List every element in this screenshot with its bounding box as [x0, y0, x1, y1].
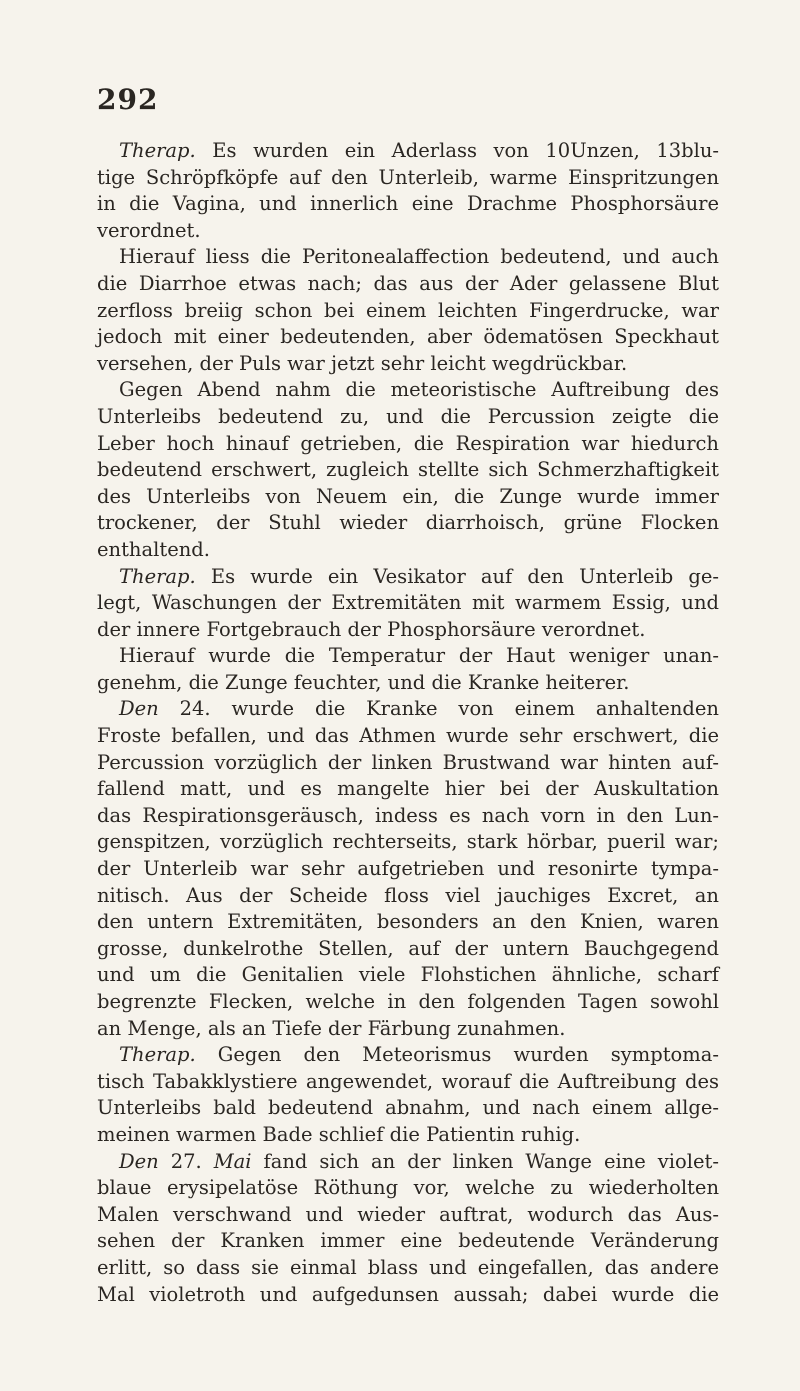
text-line [97, 909, 719, 936]
text-line [97, 723, 719, 750]
text-span: der innere Fortgebrauch der Phosphorsäure verordnet. [97, 617, 646, 641]
text-span: 27. [158, 1149, 214, 1173]
text-span: und um die Genitalien viele Flohstichen ähnliche, scharf [97, 963, 719, 987]
text-span: das Respirationsgeräusch, indess es nach vorn in den Lun- [97, 803, 719, 827]
text-span: Hierauf wurde die Temperatur der Haut weniger unan- [119, 644, 719, 668]
text-span: fallend matt, und es mangelte hier bei der Auskultation [97, 777, 719, 801]
text-span: tige Schröpfköpfe auf den Unterleib, warme Einspritzungen [97, 165, 719, 189]
page-number: 292 [97, 83, 159, 116]
text-span: 24. wurde die Kranke von einem anhaltenden [158, 697, 719, 721]
text-span: nitisch. Aus der Scheide floss viel jauchiges Excret, an [97, 883, 719, 907]
text-line [97, 1122, 719, 1149]
text-line [97, 324, 719, 351]
text-line [97, 803, 719, 830]
italic-text: Therap. [119, 139, 196, 162]
text-line [97, 484, 719, 511]
text-span: tisch Tabakklystiere angewendet, worauf die Auftreibung des [97, 1069, 719, 1093]
text-span: Gegen den Meteorismus wurden symptoma- [195, 1043, 719, 1067]
text-line [97, 298, 719, 325]
text-line [97, 165, 719, 192]
text-span: legt, Waschungen der Extremitäten mit warmem Essig, und [97, 591, 719, 615]
text-span: Es wurde ein Vesikator auf den Unterleib ge- [195, 564, 719, 588]
text-span: Unterleibs bald bedeutend abnahm, und nach einem allge- [97, 1096, 719, 1120]
text-line [97, 776, 719, 803]
text-span: Froste befallen, und das Athmen wurde sehr erschwert, die [97, 724, 719, 748]
text-span: verordnet. [97, 218, 201, 242]
body-text [97, 138, 719, 1308]
text-line [97, 1042, 719, 1069]
italic-text: Therap. [119, 1043, 196, 1067]
text-span: die Diarrhoe etwas nach; das aus der Ader gelassene Blut [97, 271, 719, 295]
text-span: meinen warmen Bade schlief die Patientin ruhig. [97, 1122, 581, 1146]
text-span: erlitt, so dass sie einmal blass und eingefallen, das andere [97, 1255, 719, 1279]
text-span: Es wurden ein Aderlass von 10Unzen, 13blu- [195, 139, 719, 162]
text-line [97, 670, 719, 697]
text-span: der Unterleib war sehr aufgetrieben und resonirte tympa- [97, 857, 719, 881]
text-span: Malen verschwand und wieder auftrat, wodurch das Aus- [97, 1202, 719, 1226]
text-line [97, 829, 719, 856]
text-span: fand sich an der linken Wange eine violet- [251, 1149, 719, 1173]
text-line [97, 883, 719, 910]
text-line [97, 1202, 719, 1229]
text-span: Leber hoch hinauf getrieben, die Respiration war hiedurch [97, 431, 719, 455]
text-span: genehm, die Zunge feuchter, und die Kranke heiterer. [97, 670, 630, 694]
text-span: trockener, der Stuhl wieder diarrhoisch, grüne Flocken [97, 511, 719, 535]
text-line [97, 1095, 719, 1122]
text-span: des Unterleibs von Neuem ein, die Zunge wurde immer [97, 484, 719, 508]
italic-text: Therap. [119, 564, 196, 588]
italic-text: Den [119, 697, 159, 721]
text-line [97, 404, 719, 431]
text-line [97, 617, 719, 644]
text-line [97, 510, 719, 537]
text-span: grosse, dunkelrothe Stellen, auf der untern Bauchgegend [97, 936, 719, 960]
text-line [97, 590, 719, 617]
text-span: zerfloss breiig schon bei einem leichten Fingerdrucke, war [97, 298, 719, 322]
text-span: sehen der Kranken immer eine bedeutende Veränderung [97, 1229, 719, 1253]
text-line [97, 750, 719, 777]
text-line [97, 1255, 719, 1282]
text-span: Hierauf liess die Peritonealaffection bedeutend, und auch [119, 245, 719, 269]
text-line [97, 1149, 719, 1176]
text-span: blaue erysipelatöse Röthung vor, welche zu wiederholten [97, 1176, 719, 1200]
text-span: den untern Extremitäten, besonders an den Knien, waren [97, 910, 719, 934]
italic-text: Mai [213, 1149, 252, 1173]
text-line [97, 1016, 719, 1043]
text-span: jedoch mit einer bedeutenden, aber ödematösen Speckhaut [97, 325, 719, 349]
text-line [97, 1228, 719, 1255]
text-line [97, 191, 719, 218]
text-line [97, 564, 719, 591]
text-span: enthaltend. [97, 537, 210, 561]
text-line [97, 962, 719, 989]
text-line [97, 431, 719, 458]
text-span: in die Vagina, und innerlich eine Drachme Phosphorsäure [97, 192, 719, 216]
text-line [97, 643, 719, 670]
text-line [97, 936, 719, 963]
text-span: Unterleibs bedeutend zu, und die Percussion zeigte die [97, 404, 719, 428]
text-span: versehen, der Puls war jetzt sehr leicht wegdrückbar. [97, 351, 628, 375]
text-span: Percussion vorzüglich der linken Brustwand war hinten auf- [97, 750, 719, 774]
text-line [97, 1069, 719, 1096]
text-line [97, 856, 719, 883]
text-span: bedeutend erschwert, zugleich stellte sich Schmerzhaftigkeit [97, 458, 719, 482]
text-line [97, 244, 719, 271]
text-line [97, 271, 719, 298]
text-line [97, 989, 719, 1016]
text-line [97, 218, 719, 245]
text-line [97, 377, 719, 404]
text-line [97, 1175, 719, 1202]
text-line [97, 696, 719, 723]
text-line [97, 351, 719, 378]
text-span: Gegen Abend nahm die meteoristische Auftreibung des [119, 378, 719, 402]
text-line [97, 537, 719, 564]
text-line [97, 1282, 719, 1309]
italic-text: Den [119, 1149, 159, 1173]
text-span: genspitzen, vorzüglich rechterseits, stark hörbar, pueril war; [97, 830, 719, 854]
text-span: begrenzte Flecken, welche in den folgenden Tagen sowohl [97, 990, 719, 1013]
text-span: an Menge, als an Tiefe der Färbung zunahmen. [97, 1016, 566, 1040]
text-line [97, 457, 719, 484]
text-line [97, 138, 719, 165]
text-span: Mal violetroth und aufgedunsen aussah; dabei wurde die [97, 1282, 719, 1306]
